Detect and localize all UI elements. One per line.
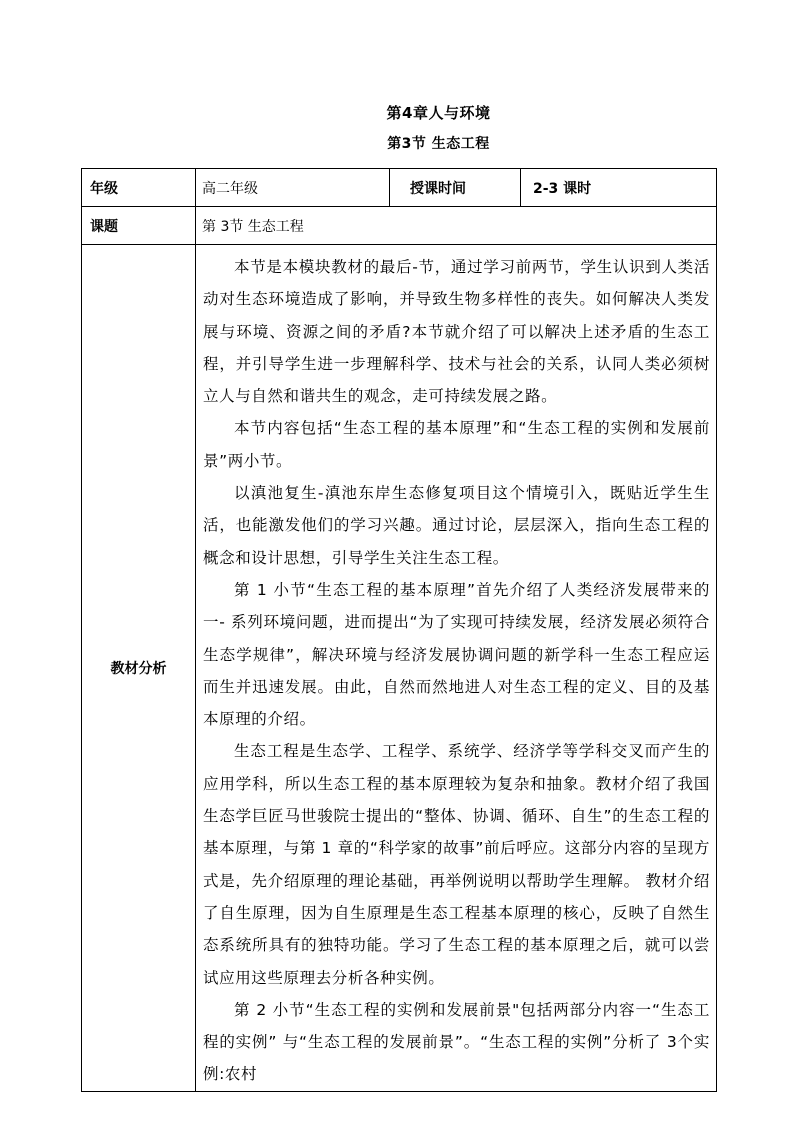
topic-value: 第 3节 生态工程 xyxy=(196,207,717,245)
analysis-paragraph: 以滇池复生-滇池东岸生态修复项目这个情境引入，既贴近学生生活，也能激发他们的学习兴趣。通过讨论，层层深入，指向生态工程的概念和设计思想，引导学生关注生态工程。 xyxy=(203,484,710,567)
analysis-paragraph: 第 1 小节“生态工程的基本原理”首先介绍了人类经济发展带来的一- 系列环境问题，进而提出“为了实现可持续发展，经济发展必须符合生态学规律”，解决环境与经济发展协调问题的新学科一生态工程应运而生并迅速发展。由此，自然而然地进人对生态工程的定义、目的及基本原理的介绍。 xyxy=(203,580,710,729)
topic-row xyxy=(82,207,717,245)
analysis-paragraph: 本节是本模块教材的最后-节，通过学习前两节，学生认识到人类活动对生态环境造成了影响，并导致生物多样性的丧失。如何解决人类发展与环境、资源之间的矛盾?本节就介绍了可以解决上述矛盾的生态工程，并引导学生进一步理解科学、技术与社会的关系，认同人类必须树立人与自然和谐共生的观念，走可持续发展之路。 xyxy=(203,258,710,406)
analysis-content xyxy=(196,245,717,1092)
grade-row xyxy=(82,169,717,207)
section-title: 第3节 生态工程 xyxy=(387,136,490,152)
analysis-row xyxy=(82,245,717,1092)
analysis-paragraph: 第 2 小节“生态工程的实例和发展前景"包括两部分内容一“生态工程的实例” 与“生态工程的发展前景”。“生态工程的实例”分析了 3个实例:农村 xyxy=(203,1000,710,1084)
grade-value: 高二年级 xyxy=(196,169,390,207)
grade-label: 年级 xyxy=(82,169,196,207)
chapter-title: 第4章人与环境 xyxy=(386,104,491,122)
teaching-time-label: 授课时间 xyxy=(390,169,521,207)
lesson-plan-table xyxy=(81,168,717,1092)
topic-label: 课题 xyxy=(82,207,196,245)
teaching-time-value: 2-3 课时 xyxy=(521,169,717,207)
analysis-paragraph: 生态工程是生态学、工程学、系统学、经济学等学科交叉而产生的应用学科，所以生态工程的基本原理较为复杂和抽象。教材介绍了我国生态学巨匠马世骏院士提出的“整体、协调、循环、自生”的生态工程的基本原理，与第 1 章的“科学家的故事”前后呼应。这部分内容的呈现方式是，先介绍原理的理论基础，再举例说明以帮助学生理解。 教材介绍了自生原理，因为自生原理是生态工程基本原理的核心，反映了自然生态系统所具有的独特功能。学习了生态工程的基本原理之后，就可以尝试应用这些原理去分析各种实例。 xyxy=(203,742,710,987)
analysis-label: 教材分析 xyxy=(82,245,196,1092)
analysis-paragraph: 本节内容包括“生态工程的基本原理”和“生态工程的实例和发展前景”两小节。 xyxy=(203,419,710,470)
